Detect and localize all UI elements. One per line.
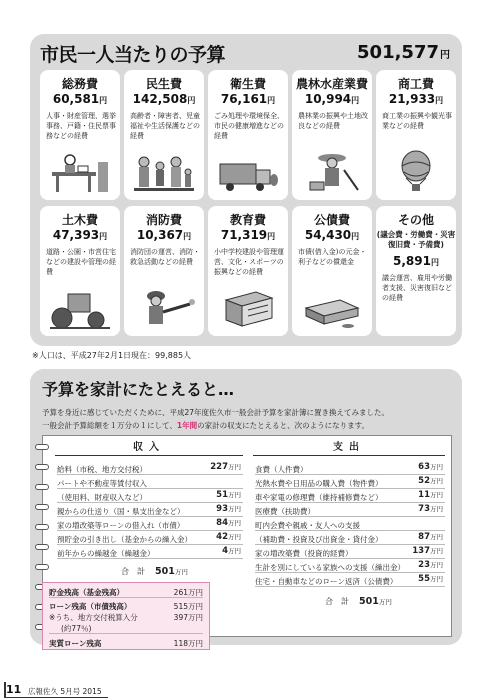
expense-value — [418, 490, 443, 500]
expense-label: （補助費・投資及び出資金・貸付金） — [255, 535, 383, 544]
card-description: 議会運営、雇用や労働者支援、災害復旧などの経費 — [382, 274, 452, 302]
balloon-illustration — [384, 150, 448, 194]
expense-unit: 万円 — [430, 561, 443, 569]
income-unit: 万円 — [228, 463, 241, 471]
net-loan-row — [49, 637, 203, 649]
expense-unit: 万円 — [430, 533, 443, 541]
card-name: 消防費 — [145, 213, 182, 227]
expense-row — [255, 462, 445, 475]
expense-row — [255, 518, 445, 531]
card-amount-unit: 円 — [435, 96, 444, 105]
income-total-amount: 501 — [155, 566, 175, 577]
income-value — [216, 532, 241, 542]
card-amount-value: 5,891 — [393, 254, 431, 268]
expense-row — [255, 504, 445, 517]
card-description: 小中学校建設や管理運営、文化・スポーツの振興などの経費 — [214, 248, 284, 276]
expense-label: 医療費（扶助費） — [255, 507, 315, 516]
savings-label: 貯金残高（基金残高） — [49, 588, 124, 597]
card-others — [376, 206, 456, 336]
expense-unit: 万円 — [430, 547, 443, 555]
intro-highlight: 1年間 — [176, 421, 198, 430]
card-name: 農林水産業費 — [295, 77, 368, 91]
card-amount — [208, 92, 288, 106]
card-amount — [292, 92, 372, 106]
income-total — [121, 566, 188, 577]
card-amount-unit: 円 — [351, 96, 360, 105]
expense-label: 車や家電の修理費（維持補修費など） — [255, 493, 383, 502]
expense-label: 家の増改築費（投資的経費） — [255, 549, 353, 558]
card-description: 高齢者・障害者、児童福祉や生活保護などの経費 — [130, 112, 200, 140]
expense-total-amount: 501 — [359, 596, 379, 607]
expense-amount: 52 — [418, 476, 430, 486]
publication-name: 広報佐久 5月号 2015 — [28, 687, 102, 696]
card-amount-value: 10,367 — [136, 228, 184, 242]
per-capita-budget-panel — [30, 34, 462, 346]
expense-value — [418, 574, 443, 584]
intro-text-b: の家計の収支にたとえると、次のようになります。 — [197, 421, 369, 430]
expense-value — [418, 560, 443, 570]
income-unit: 万円 — [228, 519, 241, 527]
income-value — [216, 504, 241, 514]
expense-row — [255, 560, 445, 573]
savings-value: 261万円 — [173, 588, 203, 597]
card-description: 農林業の振興や土地改良などの経費 — [298, 112, 368, 130]
card-education — [208, 206, 288, 336]
expense-amount: 11 — [418, 490, 430, 500]
expense-total-value — [359, 596, 392, 607]
expense-amount: 73 — [418, 504, 430, 514]
income-row — [57, 462, 243, 475]
income-row — [57, 532, 243, 545]
expense-label: 生計を別にしている家族への支援（繰出金） — [255, 563, 405, 572]
card-amount-value: 10,994 — [304, 92, 352, 106]
income-amount: 42 — [216, 532, 228, 542]
income-total-label: 合 計 — [121, 567, 145, 576]
expense-unit: 万円 — [430, 575, 443, 583]
card-description: 市債(借入金)の元金・利子などの償還金 — [298, 248, 367, 266]
income-value — [222, 546, 241, 556]
loan-ratio: (約77％) — [61, 624, 92, 633]
income-label: 給料（市税、地方交付税） — [57, 465, 147, 474]
expense-amount: 63 — [418, 462, 430, 472]
income-row — [57, 490, 243, 503]
income-unit: 万円 — [228, 547, 241, 555]
binder-ring — [35, 544, 49, 550]
income-row — [57, 504, 243, 517]
expense-value — [418, 504, 443, 514]
per-capita-total-value: 501,577 — [357, 42, 439, 63]
card-amount-unit: 円 — [351, 232, 360, 241]
card-amount — [292, 228, 372, 242]
income-header: 収入 — [55, 440, 243, 456]
loan-sub-value: 397万円 — [173, 613, 203, 622]
card-amount — [376, 254, 456, 268]
family-illustration — [132, 150, 196, 194]
binder-ring — [35, 564, 49, 570]
card-amount-value: 21,933 — [388, 92, 436, 106]
card-amount-value: 60,581 — [52, 92, 100, 106]
expense-unit: 万円 — [430, 505, 443, 513]
binder-ring — [35, 444, 49, 450]
expense-unit: 万円 — [430, 491, 443, 499]
income-amount: 93 — [216, 504, 228, 514]
card-amount-unit: 円 — [99, 232, 108, 241]
expense-row — [255, 546, 445, 559]
card-name: 総務費 — [61, 77, 98, 91]
card-agriculture — [292, 70, 372, 200]
expense-header: 支出 — [253, 440, 445, 456]
income-total-value — [155, 566, 188, 577]
intro-line-1: 予算を身近に感じていただくために、平成27年度佐久市一般会計予算を家計簿に置き換えてみました。 — [42, 408, 390, 417]
card-amount-value: 142,508 — [132, 92, 188, 106]
card-name: 衛生費 — [229, 77, 266, 91]
expense-amount: 137 — [412, 546, 430, 556]
binder-ring — [35, 504, 49, 510]
card-public-debt — [292, 206, 372, 336]
per-capita-title: 市民一人当たりの予算 — [40, 44, 226, 66]
card-amount — [40, 228, 120, 242]
road-roller-illustration — [48, 286, 112, 330]
card-description: 消防団の運営、消防・救急活動などの経費 — [130, 248, 200, 266]
card-welfare — [124, 70, 204, 200]
card-amount-unit: 円 — [187, 96, 196, 105]
income-value — [210, 462, 241, 472]
expense-label: 光熱水費や日用品の購入費（物件費） — [255, 479, 383, 488]
card-fire-service — [124, 206, 204, 336]
population-footnote: ※人口は、平成27年2月1日現在：99,885人 — [32, 351, 192, 360]
income-row — [57, 476, 243, 489]
card-description: 人事・財産管理、選挙事務、戸籍・住民票事務などの経費 — [46, 112, 116, 140]
card-name: 土木費 — [61, 213, 98, 227]
card-amount — [208, 228, 288, 242]
expense-value — [418, 476, 443, 486]
income-label: 預貯金の引き出し（基金からの繰入金） — [57, 535, 192, 544]
expense-amount: 87 — [418, 532, 430, 542]
per-capita-total-unit: 円 — [440, 50, 450, 61]
income-amount: 51 — [216, 490, 228, 500]
card-description: 商工業の振興や観光事業などの経費 — [382, 112, 452, 130]
expense-label: 住宅・自動車などのローン返済（公債費） — [255, 577, 398, 586]
card-amount — [40, 92, 120, 106]
card-general-affairs — [40, 70, 120, 200]
household-title: 予算を家計にたとえると… — [42, 380, 235, 399]
expense-value — [418, 462, 443, 472]
card-amount — [124, 228, 204, 242]
farmer-illustration — [300, 150, 364, 194]
card-amount — [376, 92, 456, 106]
card-amount-unit: 円 — [430, 258, 439, 267]
page-number: 11 — [6, 683, 22, 696]
card-amount-unit: 円 — [183, 232, 192, 241]
income-label: 親からの仕送り（国・県支出金など） — [57, 507, 185, 516]
expense-amount: 23 — [418, 560, 430, 570]
expense-label: 食費（人件費） — [255, 465, 308, 474]
card-name: 教育費 — [229, 213, 266, 227]
card-amount-unit: 円 — [99, 96, 108, 105]
net-loan-label: 実質ローン残高 — [49, 639, 102, 648]
loan-value: 515万円 — [173, 602, 203, 611]
income-value — [216, 518, 241, 528]
savings-row — [49, 586, 203, 598]
firefighter-illustration — [132, 286, 196, 330]
binder-ring — [35, 464, 49, 470]
expense-total — [325, 596, 392, 607]
expense-total-label: 合 計 — [325, 597, 349, 606]
expense-row — [255, 490, 445, 503]
loan-sub-label: ※うち、地方交付税算入分 — [49, 613, 138, 622]
net-loan-value: 118万円 — [173, 639, 203, 648]
loan-ratio-row — [49, 622, 203, 634]
expense-row — [255, 476, 445, 489]
card-amount-value: 71,319 — [220, 228, 268, 242]
expense-value — [418, 532, 443, 542]
card-amount-value: 76,161 — [220, 92, 268, 106]
card-sub-label: (議会費・労働費・災害復旧費・予備費) — [376, 230, 456, 249]
per-capita-total — [357, 42, 450, 63]
income-label: 前年からの繰越金（繰越金） — [57, 549, 155, 558]
expense-unit: 万円 — [430, 463, 443, 471]
garbage-truck-illustration — [216, 150, 280, 194]
loan-label: ローン残高（市債残高） — [49, 602, 132, 611]
card-amount-unit: 円 — [267, 96, 276, 105]
expense-value — [412, 546, 443, 556]
office-illustration — [48, 150, 112, 194]
intro-line-2 — [42, 420, 369, 431]
card-amount — [124, 92, 204, 106]
expense-row — [255, 532, 445, 545]
income-label: 家の増改築等ローンの借入れ（市債） — [57, 521, 185, 530]
expense-unit: 万円 — [430, 477, 443, 485]
card-civil-engineering — [40, 206, 120, 336]
card-amount-value: 47,393 — [52, 228, 100, 242]
money-stack-illustration — [300, 286, 364, 330]
card-amount-unit: 円 — [267, 232, 276, 241]
expense-label: 町内会費や親戚・友人への支援 — [255, 521, 360, 530]
income-amount: 84 — [216, 518, 228, 528]
card-sanitation — [208, 70, 288, 200]
income-amount: 227 — [210, 462, 228, 472]
income-total-unit: 万円 — [174, 568, 188, 576]
school-illustration — [216, 286, 280, 330]
savings-loan-box — [42, 582, 210, 650]
card-commerce — [376, 70, 456, 200]
card-amount-value: 54,430 — [304, 228, 352, 242]
income-unit: 万円 — [228, 491, 241, 499]
card-name: その他 — [397, 213, 434, 227]
income-label: パートや不動産等賃付収入 — [57, 479, 147, 488]
card-name: 民生費 — [145, 77, 182, 91]
income-amount: 4 — [222, 546, 228, 556]
expense-total-unit: 万円 — [378, 598, 392, 606]
income-unit: 万円 — [228, 533, 241, 541]
income-value — [216, 490, 241, 500]
expense-row — [255, 574, 445, 587]
income-row — [57, 518, 243, 531]
card-description: ごみ処理や環境保全、市民の健康増進などの経費 — [214, 112, 284, 140]
intro-text-a: 一般会計予算総額を１万分の１にして、 — [42, 421, 177, 430]
binder-ring — [35, 524, 49, 530]
card-name: 商工費 — [397, 77, 434, 91]
binder-ring — [35, 484, 49, 490]
income-label: （使用料、財産収入など） — [57, 493, 147, 502]
expense-amount: 55 — [418, 574, 430, 584]
income-row — [57, 546, 243, 559]
income-unit: 万円 — [228, 505, 241, 513]
card-name: 公債費 — [313, 213, 350, 227]
card-description: 道路・公園・市営住宅などの建設や管理の経費 — [46, 248, 116, 276]
